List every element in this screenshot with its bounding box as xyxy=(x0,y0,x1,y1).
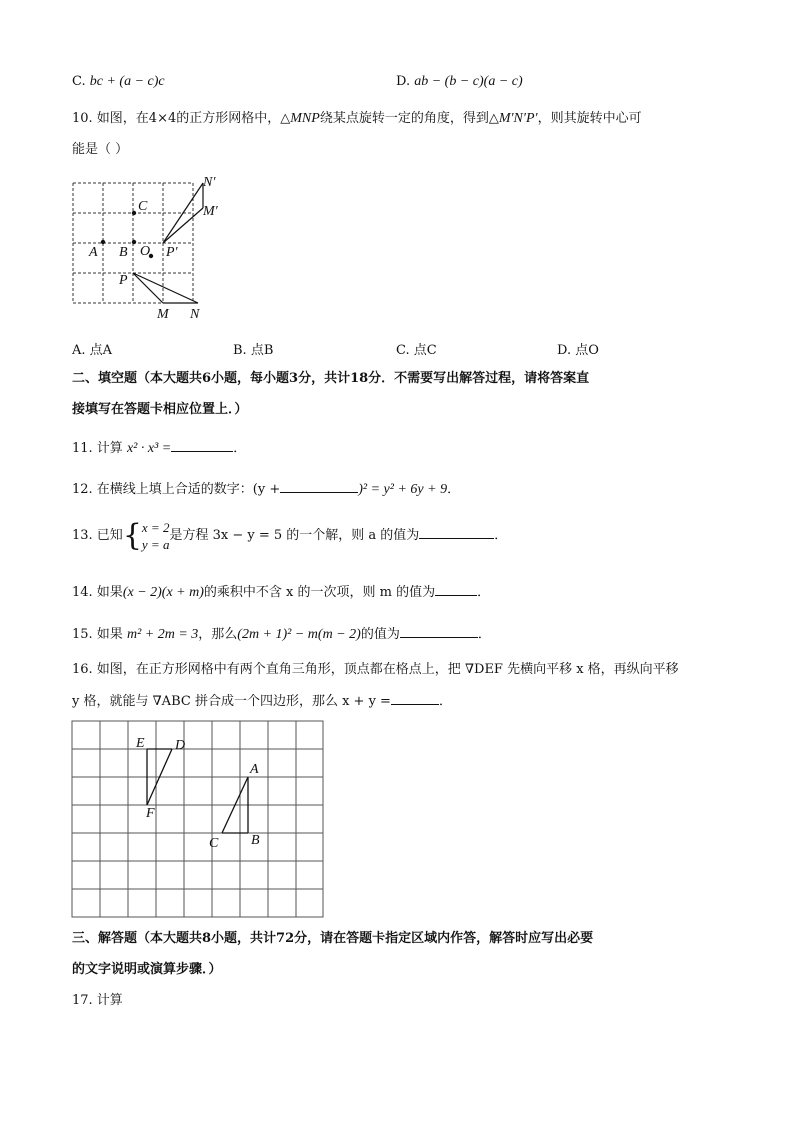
q16-line2 xyxy=(72,691,452,711)
q13-system-brace: { xyxy=(122,517,142,553)
q13-answer-blank xyxy=(419,525,494,539)
section3-heading-line2: 的文字说明或演算步骤．） xyxy=(72,962,222,977)
q13 xyxy=(72,518,507,554)
q10-point-b-dot xyxy=(132,240,136,244)
q10-label-p: P xyxy=(119,273,128,288)
q14-prefix: 14. 如果 xyxy=(72,585,123,600)
q12-prefix: 12. 在横线上填上合适的数字：(y + xyxy=(72,482,281,497)
q10-text-c: ，则其旋转中心可 xyxy=(537,111,642,126)
q15 xyxy=(72,624,491,644)
q10-option-a: A. 点A xyxy=(72,343,113,358)
q15-expr1: m² + 2m = 3 xyxy=(126,627,199,642)
q10-triangle-shape xyxy=(133,273,198,303)
q10-label-m-prime: M′ xyxy=(203,204,218,219)
q15-suffix: ． xyxy=(477,627,491,642)
q10-text-a: 10. 如图，在4×4的正方形网格中，△ xyxy=(72,111,291,126)
q10-question-line1 xyxy=(72,110,642,128)
q16-label-b: B xyxy=(251,833,260,848)
q17: 17. 计算 xyxy=(72,993,123,1008)
q11-expr: x² · x³ = xyxy=(126,441,172,456)
q10-triangle-mnp: MNP xyxy=(290,111,320,126)
q10-triangle-mnp-prime: M′N′P′ xyxy=(498,111,538,126)
section3-heading-line1: 三、解答题（本大题共8小题，共计72分，请在答题卡指定区域内作答，解答时应写出必要 xyxy=(72,931,594,946)
q10-label-c: C xyxy=(138,199,148,214)
q15-expr2: (2m + 1)² − m(m − 2) xyxy=(237,627,361,642)
q10-label-p-prime: P′ xyxy=(166,245,178,260)
q16-answer-blank xyxy=(391,691,439,705)
q10-point-c-dot xyxy=(132,211,136,215)
q10-label-m: M xyxy=(157,307,169,322)
q9-option-d-expr: ab − (b − c)(a − c) xyxy=(414,74,523,89)
q14-middle: 的乘积中不含 x 的一次项，则 m 的值为 xyxy=(203,585,436,600)
q9-option-c xyxy=(72,74,165,90)
q16-line1: 16. 如图，在正方形网格中有两个直角三角形，顶点都在格点上，把 ∇DEF 先横向平移 x 格，再纵向平移 xyxy=(72,662,679,677)
q9-option-d xyxy=(396,74,523,90)
q10-option-c: C. 点C xyxy=(396,343,437,358)
q12-suffix: ． xyxy=(447,482,461,497)
q10-label-a: A xyxy=(89,245,98,260)
q12-expr: )² = y² + 6y + 9 xyxy=(358,482,448,497)
q13-middle: 是方程 3x − y = 5 的一个解，则 a 的值为 xyxy=(169,528,420,543)
q10-label-b: B xyxy=(119,245,128,260)
q10-text-b: 绕某点旋转一定的角度，得到△ xyxy=(319,111,499,126)
q11-answer-blank xyxy=(171,438,233,452)
q16-label-e: E xyxy=(136,736,145,751)
q13-row1: x = 2 xyxy=(141,519,170,535)
q14-expr: (x − 2)(x + m) xyxy=(122,585,204,600)
q16-translation-figure xyxy=(70,719,328,921)
q16-label-c: C xyxy=(209,836,219,851)
q13-system xyxy=(142,519,170,553)
q16-label-d: D xyxy=(175,738,186,753)
q12 xyxy=(72,479,460,499)
q14-suffix: ． xyxy=(477,585,491,600)
q11 xyxy=(72,438,246,458)
section2-heading-line1: 二、填空题（本大题共6小题，每小题3分，共计18分．不需要写出解答过程，请将答案直 xyxy=(72,371,590,386)
q15-middle: ，那么 xyxy=(198,627,238,642)
q16-suffix: ． xyxy=(438,694,452,709)
q13-row2: y = a xyxy=(141,536,170,552)
q11-suffix: ． xyxy=(233,441,247,456)
q16-label-f: F xyxy=(146,806,155,821)
q10-option-d: D. 点O xyxy=(557,343,599,358)
q13-prefix: 13. 已知 xyxy=(72,528,123,543)
q11-prefix: 11. 计算 xyxy=(72,441,123,456)
q16-label-a: A xyxy=(250,762,259,777)
q12-answer-blank xyxy=(280,479,358,493)
q15-answer-blank xyxy=(400,624,478,638)
q10-option-b: B. 点B xyxy=(233,343,274,358)
q10-point-a-dot xyxy=(101,240,105,244)
q15-tail: 的值为 xyxy=(360,627,400,642)
q10-question-line2: 能是（ ） xyxy=(72,142,129,157)
q10-label-n-prime: N′ xyxy=(203,175,216,190)
q13-suffix: ． xyxy=(494,528,508,543)
q9-option-c-label: C. xyxy=(72,74,86,89)
q16-grid xyxy=(72,721,323,917)
q14 xyxy=(72,582,490,602)
q10-label-o: O xyxy=(140,244,151,259)
q15-prefix: 15. 如果 xyxy=(72,627,123,642)
q16-line2-text: y 格，就能与 ∇ABC 拼合成一个四边形，那么 x + y = xyxy=(72,694,391,709)
q9-option-c-expr: bc + (a − c)c xyxy=(89,74,165,89)
q10-rotation-figure xyxy=(60,170,230,326)
q10-label-n: N xyxy=(190,307,200,322)
section2-heading-line2: 接填写在答题卡相应位置上．） xyxy=(72,402,248,417)
q14-answer-blank xyxy=(435,582,477,596)
q9-option-d-label: D. xyxy=(396,74,411,89)
